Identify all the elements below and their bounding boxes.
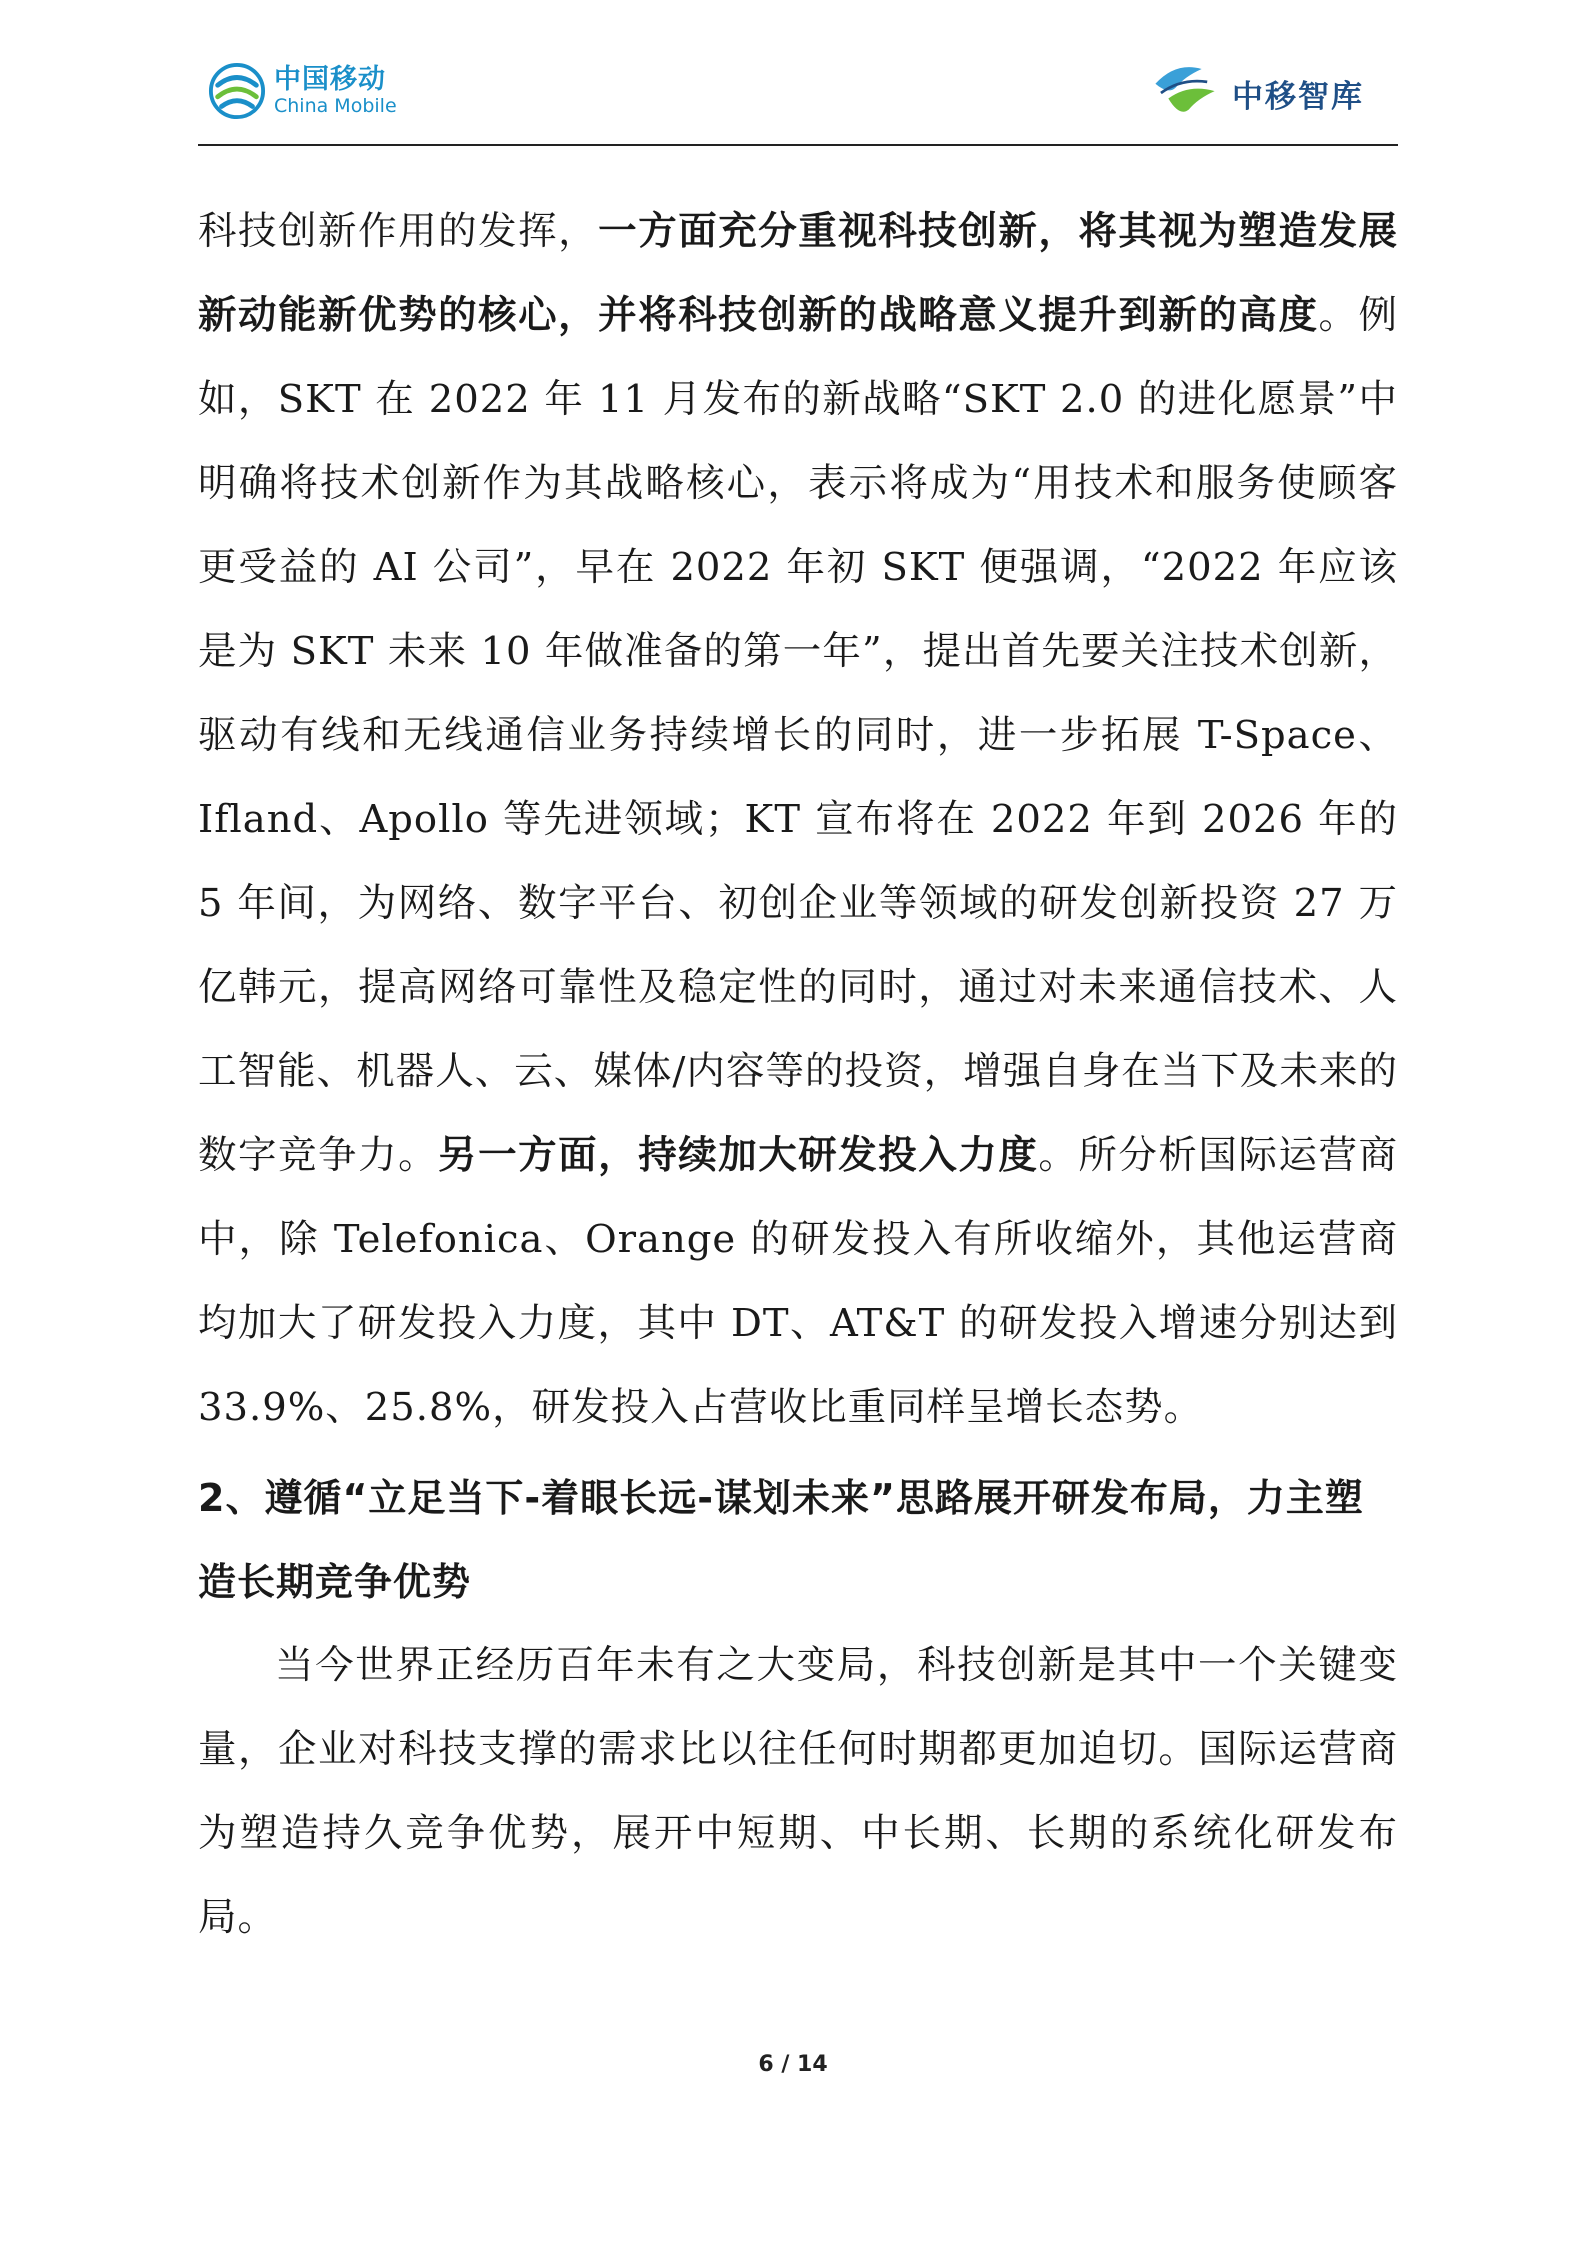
page-body	[198, 190, 1398, 1960]
para1-text-3: 。所分析国际运营商中，除 Telefonica、Orange 的研发投入有所收缩外，其他运营商均加大了研发投入力度，其中 DT、AT&T 的研发投入增速分别达到 33.9%、25.8%，研发投入占营收比重同样呈增长态势。	[198, 1133, 1398, 1430]
section-heading-2: 2、遵循“立足当下-着眼长远-谋划未来”思路展开研发布局，力主塑造长期竞争优势	[198, 1476, 1364, 1604]
page-number: 6 / 14	[758, 2052, 828, 2077]
china-mobile-logo	[208, 62, 397, 120]
china-mobile-logo-icon	[208, 62, 266, 120]
zhongyi-zhiku-logo-icon	[1148, 56, 1222, 130]
zhongyi-zhiku-name: 中移智库	[1232, 78, 1364, 115]
para1-text-1: 科技创新作用的发挥，	[198, 209, 599, 254]
para1-bold-2: 另一方面，持续加大研发投入力度	[438, 1133, 1039, 1178]
para1-bold-1: 一方面充分重视科技创新，将其视为塑造发展新动能新优势的核心，并将科技创新的战略意义提升到新的高度	[198, 209, 1398, 338]
page-header	[198, 50, 1398, 144]
para1-text-2: 。例如，SKT 在 2022 年 11 月发布的新战略“SKT 2.0 的进化愿景”中明确将技术创新作为其战略核心，表示将成为“用技术和服务使顾客更受益的 AI 公司”，早在 2022 年初 SKT 便强调，“2022 年应该是为 SKT 未来 10 年做准备的第一年”，提出首先要关注技术创新，驱动有线和无线通信业务持续增长的同时，进一步拓展 T-Space、Ifland、Apollo 等先进领域；KT 宣布将在 2022 年到 2026 年的 5 年间，为网络、数字平台、初创企业等领域的研发创新投资 27 万亿韩元，提高网络可靠性及稳定性的同时，通过对未来通信技术、人工智能、机器人、云、媒体/内容等的投资，增强自身在当下及未来的数字竞争力。	[198, 293, 1398, 1178]
header-divider	[198, 144, 1398, 146]
china-mobile-name-cn: 中国移动	[274, 64, 386, 95]
zhongyi-zhiku-logo	[1148, 56, 1364, 130]
china-mobile-name-en: China Mobile	[274, 95, 397, 117]
paragraph-1	[198, 190, 1398, 1450]
paragraph-2: 当今世界正经历百年未有之大变局，科技创新是其中一个关键变量，企业对科技支撑的需求比以往任何时期都更加迫切。国际运营商为塑造持久竞争优势，展开中短期、中长期、长期的系统化研发布局。	[198, 1643, 1398, 1940]
